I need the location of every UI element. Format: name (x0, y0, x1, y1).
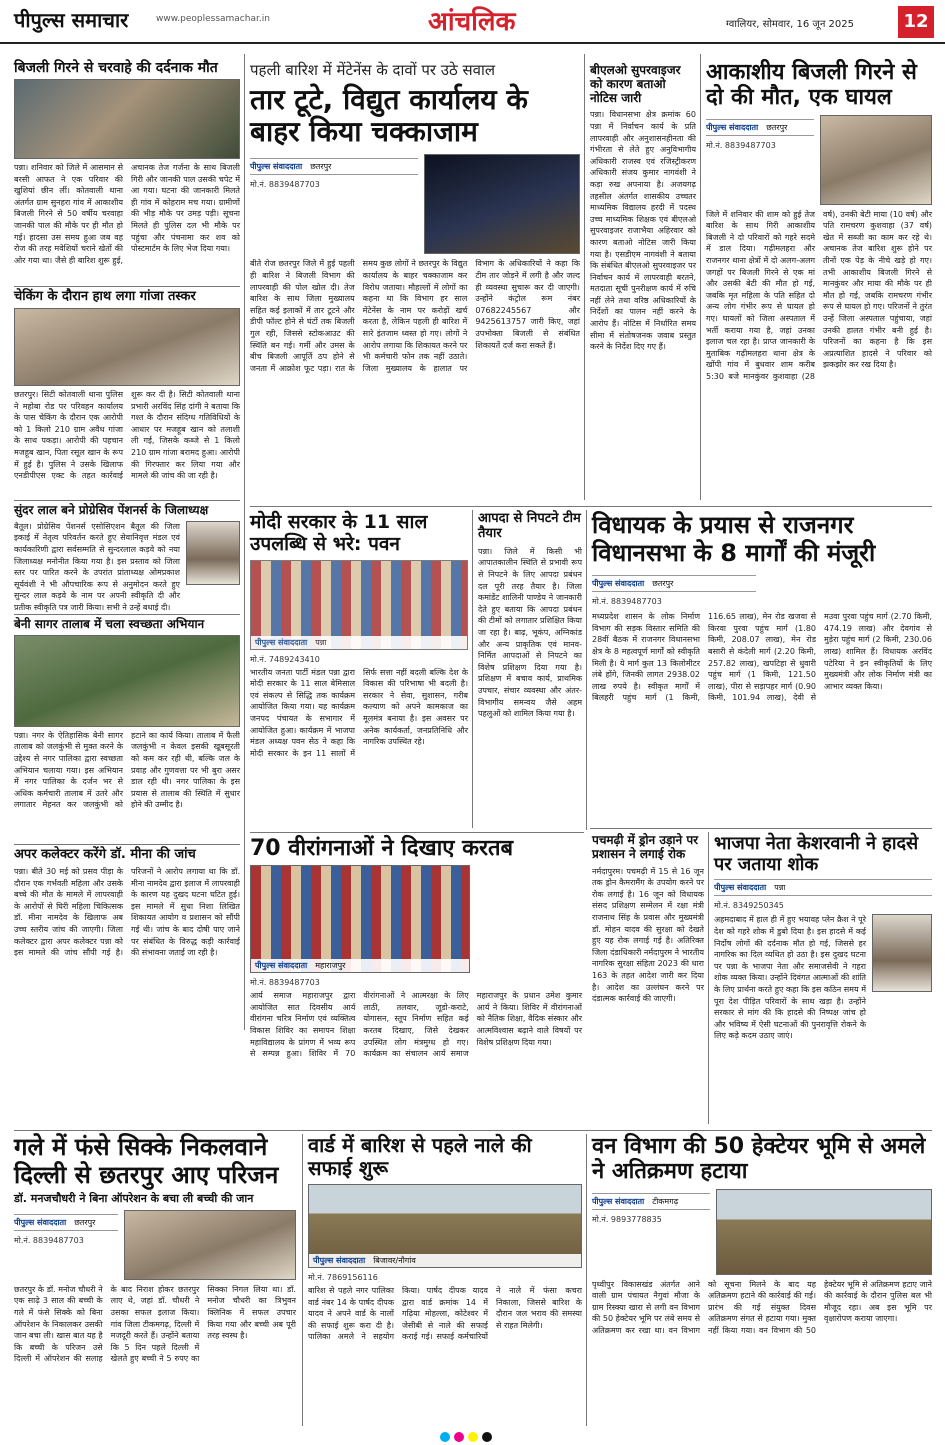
article-body: पन्ना। बीते 30 मई को प्रसव पीड़ा के दौरान एक गर्भवती महिला और उसके बच्चे की मौत के मामले में लापरवाही के आरोपों से घिरी महिला चिकित्सक डॉ. मीना नामदेव के खिलाफ अब उच्च स्तरीय जांच की जाएगी। जिला कलेक्टर द्वारा अपर कलेक्टर पन्ना को इस मामले की जांच सौंपी गई है। परिजनों ने आरोप लगाया था कि डॉ. मीना नामदेव द्वारा इलाज में लापरवाही के कारण यह दुखद घटना घटित हुई। इस मामले में सुधा निशा लिखित शिकायत आयोग व प्रशासन को सौंपी गई थी। जांच के बाद दोषी पाए जाने पर संबंधित के विरुद्ध कड़ी कार्रवाई की संभावना जताई जा रही है। (14, 866, 240, 958)
headline: मोदी सरकार के 11 साल उपलब्धि से भरे: पवन (250, 511, 428, 555)
website-url[interactable]: www.peoplessamachar.in (156, 14, 270, 24)
byline-name: पीपुल्स संवाददाता (714, 883, 767, 893)
byline-name: पीपुल्स संवाददाता (592, 1196, 645, 1206)
story-veeranganao (250, 836, 582, 1126)
byline-place: पन्ना (315, 637, 327, 647)
reporter-mobile: मो.नं. 8839487703 (592, 597, 662, 607)
subheadline: डॉ. मनजचौधरी ने बिना ऑपरेशन के बचा ली बच्ची की जान (14, 1192, 254, 1206)
story-nala (308, 1134, 582, 1426)
story-pachmarhi (592, 834, 704, 1124)
headline: बेनी सागर तालाब में चला स्वच्छता अभियान (14, 617, 205, 631)
news-photo (308, 1184, 582, 1268)
headline: वन विभाग की 50 हेक्टेयर भूमि से अमले ने अतिक्रमण हटाया (592, 1134, 926, 1185)
reporter-mobile: मो.नं. 9893778835 (592, 1214, 662, 1224)
headline: बीएलओ सुपरवाइजर को कारण बताओ नोटिस जारी (590, 63, 681, 105)
registration-dot (454, 1432, 464, 1442)
article-body: भारतीय जनता पार्टी मंडल पन्ना द्वारा मोदी सरकार के 11 साल बेमिसाल एवं संकल्प से सिद्धि तक कार्यक्रम आयोजित किया गया। यह कार्यक्रम जनपद पंचायत के सभागार में आयोजित हुआ। कार्यक्रम में भाजपा मंडल अध्यक्ष पवन सेठ ने कहा कि मोदी सरकार के इन 11 सालों में सिर्फ सत्ता नहीं बदली बल्कि देश के विकास की परिभाषा भी बदली है। सरकार ने सेवा, सुशासन, गरीब कल्याण को अपने कामकाज का मूलमंत्र बनाया है। इस अवसर पर अनेक कार्यकर्ता, जनप्रतिनिधि और नागरिक उपस्थित रहे। (250, 667, 468, 758)
article-body: छतरपुर के डॉ. मनोज चौधरी ने एक साढ़े 3 साल की बच्ची के गले में फंसे सिक्के को बिना ऑपरेशन के निकालकर उसकी जान बचा ली। खास बात यह है कि बच्ची के परिजन उसे दिल्ली में ऑपरेशन की सलाह के बाद निराश होकर छतरपुर लाए थे, जहां डॉ. चौधरी ने उसका सफल इलाज किया। गांव जिला टीकमगढ़, दिल्ली में मजदूरी करते हैं। उन्होंने बताया कि 5 दिन पहले दिल्ली में खेलते हुए बच्ची ने 5 रुपए का सिक्का निगल लिया था। डॉ. मनोज चौधरी का त्रिभुवन क्लिनिक में सफल उपचार किया गया और बच्ची अब पूरी तरह स्वस्थ है। (14, 1284, 296, 1364)
story-apda (478, 512, 582, 830)
newspaper-brand: पीपुल्स समाचार (14, 8, 129, 32)
story-akashiya (706, 60, 932, 500)
portrait-photo (872, 914, 932, 992)
byline-place: महाराजपुर (315, 961, 346, 971)
news-photo (14, 79, 240, 159)
masthead (0, 0, 945, 44)
story-beni-sagar (14, 618, 240, 840)
headline: सुंदर लाल बने प्रोग्रेसिव पेंशनर्स के जिलाध्यक्ष (14, 503, 209, 517)
article-body: पन्ना। नगर के ऐतिहासिक बेनी सागर तालाब को जलकुंभी से मुक्त करने के उद्देश्य से नगर पालिका द्वारा स्वच्छता अभियान चलाया गया। इस अभियान में नगर पालिका के दर्जन भर से अधिक कर्मचारी तालाब में उतरे और लगातार मेहनत कर जलकुंभी को हटाने का कार्य किया। तालाब में फैली जलकुंभी न केवल इसकी खूबसूरती को कम कर रही थी, बल्कि जल के प्रवाह और गुणवत्ता पर भी बुरा असर डाल रही थी। नगर पालिका के इस प्रयास से तालाब की स्थिति में सुधार होने की उम्मीद है। (14, 730, 240, 810)
news-photo (14, 635, 240, 727)
article-body: आर्य समाज महाराजपुर द्वारा आयोजित सात दिवसीय आर्य वीरांगना चरित्र निर्माण एवं व्यक्तित्व विकास शिविर का समापन शिक्षा महाविद्यालय के प्रांगण में भव्य रूप से सम्पन्न हुआ। शिविर में 70 वीरांगनाओं ने आत्मरक्षा के लिए लाठी, तलवार, जूडो-कराटे, योगासन, स्तूप निर्माण सहित कई करतब दिखाए, जिसे देखकर उपस्थित लोग मंत्रमुग्ध हो गए। कार्यक्रम का संचालन आर्य समाज महाराजपुर के प्रधान उमेश कुमार आर्य ने किया। शिविर में वीरांगनाओं को नैतिक शिक्षा, वैदिक संस्कार और आत्मविश्वास बढ़ाने वाले विषयों पर विशेष प्रशिक्षण दिया गया। (250, 991, 582, 1059)
headline: भाजपा नेता केशरवानी ने हादसे पर जताया शोक (714, 833, 919, 875)
byline-name: पीपुल्स संवाददाता (250, 162, 303, 172)
byline-place: टीकमगढ़ (652, 1196, 679, 1206)
headline: आकाशीय बिजली गिरने से दो की मौत, एक घायल (706, 60, 917, 111)
article-body: पृथ्वीपुर विकासखंड अंतर्गत आने वाली ग्राम पंचायत नैगुवां मौजा के ग्राम रिस्क्या खारा से लगी वन विभाग की 50 हेक्टेयर भूमि पर लंबे समय से अतिक्रमण कर रखा था। वन विभाग को सूचना मिलने के बाद यह अतिक्रमण हटाने की कार्रवाई की गई। प्रारंभ की गई संयुक्त दिवस अतिक्रमण संगत से हटाया गया। मुक्त नहीं किया गया। वन विभाग की 50 हेक्टेयर भूमि से अतिक्रमण हटाए जाने की कार्रवाई के दौरान पुलिस बल भी मौजूद रहा। अब इस भूमि पर वृक्षारोपण कराया जाएगा। (592, 1279, 932, 1335)
byline-place: छतरपुर (652, 579, 674, 589)
headline: आपदा से निपटने टीम तैयार (478, 511, 581, 541)
headline: 70 वीरांगनाओं ने दिखाए करतब (250, 836, 514, 861)
article-body: बारिश से पहले नगर पालिका वार्ड नंबर 14 के पार्षद दीपक यादव ने अपने वार्ड के नालों की सफाई शुरू करा दी है। पालिका अमले ने सहयोग किया। पार्षद दीपक यादव द्वारा वार्ड क्रमांक 14 में गढ़िया मोहल्ला, कोटेश्वर में जेसीबी से नाले की सफाई कराई गई। सफाई कर्मचारियों ने नाले में फंसा कचरा निकाला, जिससे बारिश के दौरान जल भराव की समस्या से राहत मिलेगी। (308, 1286, 582, 1342)
article-body: नर्मदापुरम। पचमढ़ी में 15 से 16 जून तक ड्रोन कैमरामैंग के उपयोग करने पर रोक लगाई है। 16 जून को विधायक संसद प्रशिक्षण सम्मेलन में रक्षा मंत्री राजनाथ सिंह के प्रवास और मुख्यमंत्री डॉ. मोहन यादव की सुरक्षा को देखते हुए यह रोक लगाई गई है। अतिरिक्त जिला दंडाधिकारी नर्मदापुरम ने भारतीय नागरिक सुरक्षा संहिता 2023 की धारा 163 के तहत आदेश जारी कर दिया है। आदेश का उल्लंघन करने पर दंडात्मक कार्रवाई की जाएगी। (592, 866, 704, 1004)
photo-byline (309, 1254, 581, 1267)
byline (592, 1193, 710, 1210)
reporter-mobile: मो.नं. 8839487703 (14, 1235, 84, 1245)
byline-name: पीपुल्स संवाददाता (592, 579, 645, 589)
byline-name: पीपुल्स संवाददाता (14, 1217, 67, 1227)
byline-place: पन्ना (774, 883, 786, 893)
news-photo (14, 308, 240, 386)
byline-place: छतरपुर (766, 122, 788, 132)
story-bao (590, 64, 696, 500)
news-photo (250, 865, 470, 973)
story-kesharwani (714, 834, 932, 1124)
story-collector (14, 848, 240, 1026)
story-modi (250, 512, 468, 830)
page-number: 12 (898, 6, 934, 38)
dateline: ग्वालियर, सोमवार, 16 जून 2025 (726, 19, 855, 30)
registration-dot (468, 1432, 478, 1442)
story-sundar-lal (14, 504, 240, 610)
news-photo (424, 154, 580, 254)
article-body: पन्ना। शनिवार को जिले में आसमान से बरसी आफत ने एक परिवार की खुशियां छीन लीं। कोतवाली थाना अंतर्गत ग्राम सुनहरा गांव में आकाशीय बिजली गिरने से 50 वर्षीय चरवाहा जानकी पाल की मौके पर ही मौत हो गई। हादसा उस समय हुआ जब वह रोज की तरह मवेशियों चराने खेतों की ओर गया था। जैसे ही बारिश शुरू हुई, अचानक तेज गर्जना के साथ बिजली गिरी और जानकी पाल उसकी चपेट में आ गया। घटना की जानकारी मिलते ही गांव में कोहराम मच गया। ग्रामीणों की भीड़ मौके पर उमड़ पड़ी। सूचना मिलते ही पुलिस दल भी मौके पर पहुंचा और पंचनामा कर शव को पोस्टमार्टम के लिए भेज दिया गया। (14, 163, 240, 265)
byline (592, 575, 756, 592)
portrait-photo (186, 521, 240, 585)
reporter-mobile: मो.नं. 7869156116 (308, 1273, 378, 1282)
headline: पचमढ़ी में ड्रोन उड़ाने पर प्रशासन ने लगाई रोक (592, 833, 699, 861)
photo-byline (251, 959, 469, 972)
byline-name: पीपुल्स संवाददाता (706, 122, 759, 132)
story-lightning-death (14, 60, 240, 282)
reporter-mobile: मो.नं. 8839487703 (706, 140, 776, 150)
photo-byline (251, 636, 467, 649)
kicker: पहली बारिश में मेंटेनेंस के दावों पर उठे सवाल (250, 61, 496, 79)
headline: बिजली गिरने से चरवाहे की दर्दनाक मौत (14, 60, 218, 76)
article-body: जिले में शनिवार की शाम को हुई तेज बारिश के साथ गिरी आकाशीय बिजली ने दो परिवारों को गहरे सदमे में डाल दिया। गढ़ीमलहरा और राजनगर थाना क्षेत्रों में दो अलग-अलग जगहों पर बिजली गिरने से एक मां और उसकी बेटी की मौत हो गई, जबकि मृत महिला के पति सहित दो अन्य लोग गंभीर रूप से घायल हो गए। घायलों को जिला अस्पताल में भर्ती कराया गया है, जहां उनका इलाज चल रहा है। प्राप्त जानकारी के मुताबिक गढ़ीमलहरा थाना क्षेत्र के खोंपी गांव में बुधवार शाम करीब 5:30 बजे मानकुंवर कुशवाहा (28 वर्ष), उनकी बेटी माया (10 वर्ष) और पति रामचरण कुशवाहा (37 वर्ष) खेत में सब्जी का काम कर रहे थे। अचानक तेज बारिश शुरू होने पर तीनों एक पेड़ के नीचे खड़े हो गए। तभी आकाशीय बिजली गिरने से मानकुंवर और माया की मौके पर ही मौत हो गई, जबकि रामचरण गंभीर रूप से घायल हो गए। परिजनों ने तुरंत उन्हें जिला अस्पताल पहुंचाया, जहां उनकी हालत गंभीर बनी हुई है। परिजनों का कहना है कि इस अप्रत्याशित हादसे ने परिवार को झकझोर कर रख दिया है। (706, 209, 932, 381)
story-forest (592, 1134, 932, 1426)
byline-place: छतरपुर (310, 162, 332, 172)
headline: वार्ड में बारिश से पहले नाले की सफाई शुरू (308, 1133, 532, 1180)
byline (714, 879, 932, 896)
news-photo (820, 115, 932, 205)
reporter-mobile: मो.नं. 7489243410 (250, 654, 320, 664)
reporter-mobile: मो.नं. 8839487703 (250, 978, 320, 988)
news-photo (250, 560, 468, 650)
story-wires (250, 58, 580, 506)
article-body: अहमदाबाद में हाल ही में हुए भयावह प्लेन क्रैश ने पूरे देश को गहरे शोक में डुबो दिया है। इस हादसे में कई निर्दोष लोगों की दर्दनाक मौत हो गई, जिससे हर नागरिक का दिल व्यथित हो उठा है। इस दुखद घटना पर पन्ना के भाजपा नेता और समाजसेवी ने गहरा शोक व्यक्त किया। उन्होंने दिवंगत आत्माओं की शांति के लिए प्रार्थना करते हुए कहा कि इस कठिन समय में पूरा देश पीड़ित परिवारों के साथ खड़ा है। उन्होंने सरकार से मांग की कि हादसे की निष्पक्ष जांच हो और भविष्य में ऐसी घटनाओं की पुनरावृत्ति रोकने के लिए कड़े कदम उठाए जाएं। (714, 915, 866, 1041)
reporter-mobile: मो.नं. 8839487703 (250, 180, 320, 190)
byline-name: पीपुल्स संवाददाता (313, 1256, 366, 1265)
story-ganja (14, 290, 240, 496)
registration-dot (482, 1432, 492, 1442)
news-photo (124, 1210, 296, 1280)
story-rajnagar (592, 512, 932, 824)
headline: गले में फंसे सिक्के निकलवाने दिल्ली से छतरपुर आए परिजन (14, 1133, 279, 1189)
headline: अपर कलेक्टर करेंगे डॉ. मीना की जांच (14, 847, 196, 862)
article-body: बीते रोज छतरपुर जिले में हुई पहली ही बारिश ने बिजली विभाग की लापरवाही की पोल खोल दी। तेज बारिश के साथ जिला मुख्यालय सहित कई इलाकों में तार टूटने और डीपी फॉल्ट होने से घंटों तक बिजली गुल रही, जिससे स्टोकआउट की स्थिति बन गई। गर्मी और उमस के बीच बिजली आपूर्ति ठप होने से जनता में आक्रोश फूट पड़ा। रात के समय कुछ लोगों ने छतरपुर के विद्युत कार्यालय के बाहर चक्काजाम कर विरोध जताया। मौहल्लों में लोगों का कहना था कि विभाग हर साल मेंटेनेंस के नाम पर करोड़ों खर्च करता है, लेकिन पहली ही बारिश में सारे इंतजाम ध्वस्त हो गए। लोगों ने आरोप लगाया कि शिकायत करने पर भी कर्मचारी फोन तक नहीं उठाते। जिला मुख्यालय के हालात पर विभाग के अधिकारियों ने कहा कि टीम तार जोड़ने में लगी है और जल्द ही व्यवस्था सुचारू कर दी जाएगी। उन्होंने कंट्रोल रूम नंबर 07682245567 और 9425613757 जारी किए, जहां उपभोक्ता बिजली से संबंधित शिकायतें दर्ज करा सकते हैं। (250, 259, 580, 373)
registration-dot (440, 1432, 450, 1442)
article-body: मध्यप्रदेश शासन के लोक निर्माण विभाग की सड़क विस्तार समिति की 28वीं बैठक में राजनगर विधानसभा क्षेत्र के 8 महत्वपूर्ण मार्गों को स्वीकृति मिली है। ये मार्ग कुल 13 किलोमीटर लंबे होंगे, जिनकी लागत 2938.02 लाख रुपये है। स्वीकृत मार्गों में बिलहरी पहुंच मार्ग (1 किमी, 116.65 लाख), मेन रोड खजवा से किरवा पुरवा पहुंच मार्ग (1.80 किमी, 208.07 लाख), मेन रोड बसारी से कंदेली मार्ग (2.20 किमी, 257.82 लाख), खपटिहा से धुवारी पहुंच मार्ग (1 किमी, 121.50 लाख), पीरा से सड़ापहर मार्ग (0.90 किमी, 101.94 लाख), देवी से मउवा पुरवा पहुंच मार्ग (2.70 किमी, 474.19 लाख) और देवगांव से मुड़ेरा पहुंच मार्ग (2 किमी, 230.06 लाख) शामिल हैं। विधायक अरविंद पटेरिया ने इन स्वीकृतियों के लिए मुख्यमंत्री और लोक निर्माण मंत्री का आभार व्यक्त किया। (592, 612, 932, 703)
section-title: आंचलिक (428, 7, 516, 37)
byline (250, 158, 418, 175)
article-body: पन्ना। विधानसभा क्षेत्र क्रमांक 60 पन्ना में निर्वाचन कार्य के प्रति लापरवाही और अनुशासनहीनता की गंभीरता से लेते हुए अनुविभागीय अधिकारी राजस्व एवं रजिस्ट्रीकरण अधिकारी संजय कुमार नागवंशी ने कड़ा रुख अपनाया है। अजयगढ़ तहसील अंतर्गत शासकीय उच्चतर माध्यमिक विद्यालय हरदी में पदस्थ उच्च माध्यमिक शिक्षक एवं बीएलओ सुपरवाइजर राजाभैया अहिरवार को कारण बताओ नोटिस जारी किया गया है। एसडीएम नागवंशी ने बताया कि संबंधित बीएलओ सुपरवाइजर पर निर्वाचन कार्य में लापरवाही बरतने, मतदाता सूची पुनरीक्षण कार्य में रुचि नहीं लेने तथा वरिष्ठ अधिकारियों के निर्देशों का पालन नहीं करने के आरोप हैं। नोटिस में निर्धारित समय सीमा में संतोषजनक जवाब प्रस्तुत करने के निर्देश दिए गए हैं। (590, 110, 696, 352)
article-body: छतरपुर। सिटी कोतवाली थाना पुलिस ने महोबा रोड पर परिवहन कार्यालय के पास चेकिंग के दौरान एक आरोपी को 1 किलो 210 ग्राम अवैध गांजा के साथ पकड़ा। आरोपी की पहचान मजहूब खान, पिता रसूल खान के रूप में हुई है। पुलिस ने उसके खिलाफ एनडीपीएस एक्ट के तहत कार्रवाई शुरू कर दी है। सिटी कोतवाली थाना प्रभारी अरविंद सिंह दांगी ने बताया कि गश्त के दौरान संदिग्ध गतिविधियों के आधार पर मजहूब खान को तलाशी ली गई, जिसके कब्जे से 1 किलो 210 ग्राम गांजा बरामद हुआ। आरोपी की गिरफ्तार कर लिया गया और मामले की जांच की जा रही है। (14, 389, 240, 481)
byline (706, 119, 814, 136)
headline: चेकिंग के दौरान हाथ लगा गांजा तस्कर (14, 289, 196, 304)
story-coin (14, 1134, 296, 1426)
byline-place: छतरपुर (74, 1217, 96, 1227)
byline-name: पीपुल्स संवाददाता (255, 637, 308, 647)
byline-place: बिजावर/नौगांव (373, 1256, 416, 1265)
article-body: पन्ना। जिले में किसी भी आपातकालीन स्थिति से प्रभावी रूप से निपटने के लिए आपदा प्रबंधन दल पूरी तरह तैयार है। जिला कमांडेंट शालिनी पाण्डेय ने जानकारी देते हुए बताया कि आपदा प्रबंधन की टीमों को लगातार प्रशिक्षित किया जा रहा है। बाढ़, भूकंप, अग्निकांड और अन्य प्राकृतिक एवं मानव-निर्मित आपदाओं से निपटने का विशेष प्रशिक्षण दिया गया है। प्रशिक्षण में बचाव कार्य, प्राथमिक उपचार, संचार व्यवस्था और अंतर-विभागीय समन्वय जैसे अहम पहलुओं को शामिल किया गया है। (478, 546, 582, 719)
reporter-mobile: मो.नं. 8349250345 (714, 901, 784, 911)
article-body: बैतूल। प्रोग्रेसिव पेंशनर्स एसोसिएशन बैतूल की जिला इकाई में नेतृत्व परिवर्तन करते हुए सेवानिवृत्त मंडल एवं कार्यकारिणी द्वारा सर्वसम्मति से सुन्दरलाल कड़वे को नया जिलाध्यक्ष मनोनीत किया गया है। इस प्रस्ताव को जिला स्तर पर पारित करने के उपरांत प्रांताध्यक्ष ओमप्रकाश सूर्यवंशी ने भी औपचारिक रूप से अनुमोदन करते हुए सुन्दर लाल कड़वे के नाम पर अपनी स्वीकृति दी और प्रतीक स्वीकृति पत्र जारी किया। सभी ने उन्हें बधाई दी। (14, 521, 180, 612)
headline: विधायक के प्रयास से राजनगर विधानसभा के 8 मार्गों की मंजूरी (592, 511, 876, 567)
headline: तार टूटे, विद्युत कार्यालय के बाहर किया चक्काजाम (250, 83, 528, 149)
byline (14, 1214, 118, 1231)
byline-name: पीपुल्स संवाददाता (255, 961, 308, 971)
news-photo (716, 1189, 932, 1275)
